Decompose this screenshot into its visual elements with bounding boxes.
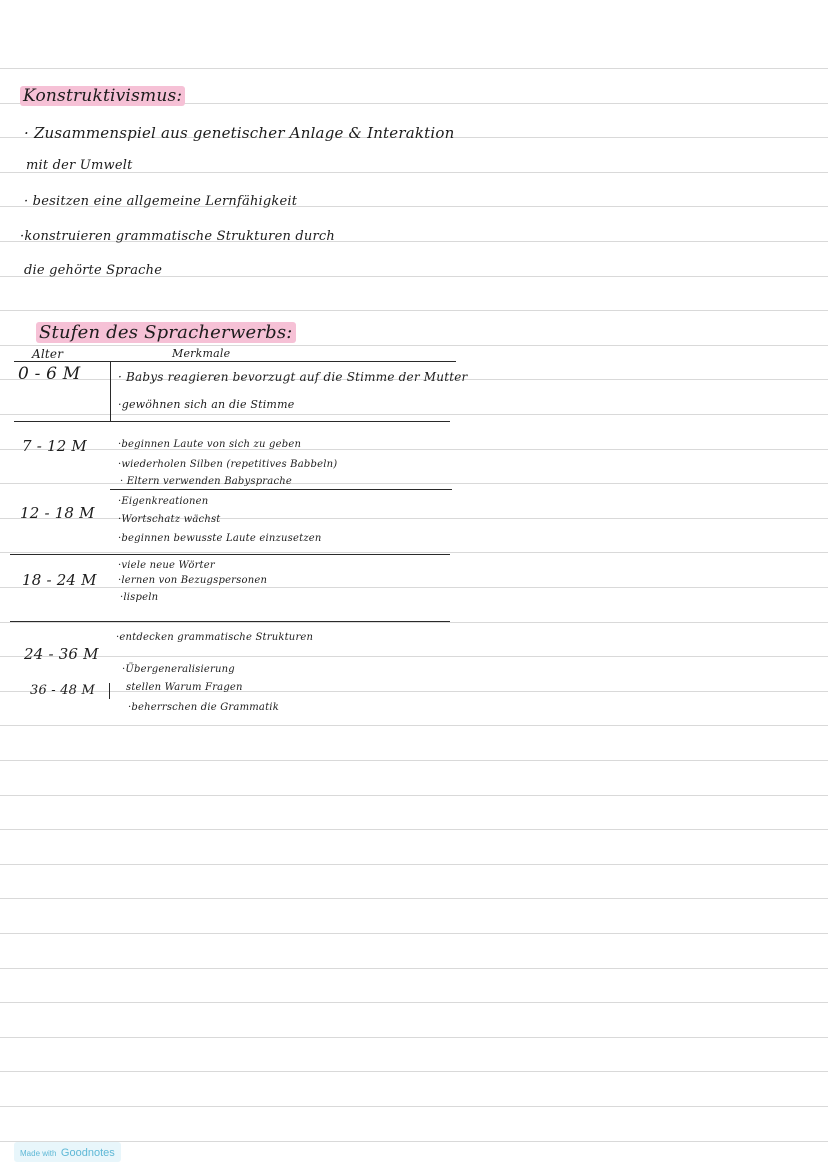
section-title-stufen <box>36 322 296 343</box>
bullet-text: besitzen eine allgemeine Lernfähigkeit <box>32 194 298 209</box>
ruled-line <box>0 1141 828 1142</box>
row-age-7-12m: 7 - 12 M <box>22 437 87 455</box>
ruled-line <box>0 864 828 865</box>
title-highlight: Konstruktivismus: <box>20 86 185 106</box>
bullet-text: konstruieren grammatische Strukturen durch <box>24 229 335 244</box>
ruled-line <box>0 622 828 623</box>
bullet-3: ·konstruieren grammatische Strukturen durch <box>20 229 335 244</box>
row-feature: ·viele neue Wörter <box>118 560 215 571</box>
row-feature: ·Wortschatz wächst <box>118 514 221 525</box>
row-age-36-48m: 36 - 48 M <box>30 683 95 698</box>
bullet-text: Zusammenspiel aus genetischer Anlage & Interaktion <box>33 124 455 142</box>
ruled-line <box>0 656 828 657</box>
ruled-line <box>0 1106 828 1107</box>
ruled-line <box>0 310 828 311</box>
row-feature: · Babys reagieren bevorzugt auf die Stimme der Mutter <box>118 370 468 384</box>
made-with-label: Made with <box>20 1149 57 1158</box>
row-feature: ·wiederholen Silben (repetitives Babbeln) <box>118 459 338 470</box>
ruled-line <box>0 760 828 761</box>
row-age-18-24m: 18 - 24 M <box>22 571 97 589</box>
table-header-line <box>14 361 456 362</box>
table-row-divider <box>10 621 450 622</box>
goodnotes-badge <box>14 1142 121 1162</box>
ruled-line <box>0 587 828 588</box>
bullet-2: · besitzen eine allgemeine Lernfähigkeit <box>24 194 298 209</box>
row-feature: ·Übergeneralisierung <box>122 664 235 675</box>
ruled-line <box>0 829 828 830</box>
ruled-line <box>0 1002 828 1003</box>
table-row-divider <box>14 421 450 422</box>
bullet-text: die gehörte Sprache <box>24 263 163 278</box>
goodnotes-brand-label: Goodnotes <box>60 1147 115 1159</box>
column-header-age: Alter <box>32 347 64 361</box>
row-feature: ·lispeln <box>120 592 159 603</box>
row-feature: ·lernen von Bezugspersonen <box>118 575 268 586</box>
bullet-3-continuation <box>24 263 162 278</box>
bullet-1-continuation <box>26 158 133 173</box>
table-row-divider <box>110 489 452 490</box>
ruled-line <box>0 968 828 969</box>
ruled-line <box>0 898 828 899</box>
row-feature: stellen Warum Fragen <box>126 682 243 693</box>
ruled-line <box>0 725 828 726</box>
ruled-line <box>0 691 828 692</box>
bullet-text: mit der Umwelt <box>26 158 133 173</box>
row-feature: ·beginnen bewusste Laute einzusetzen <box>118 533 322 544</box>
row-feature: · Eltern verwenden Babysprache <box>120 476 292 487</box>
ruled-line <box>0 1071 828 1072</box>
ruled-line <box>0 414 828 415</box>
row-feature: ·beginnen Laute von sich zu geben <box>118 439 302 450</box>
table-row-divider <box>10 554 450 555</box>
row-feature: ·gewöhnen sich an die Stimme <box>118 398 295 411</box>
ruled-line <box>0 68 828 69</box>
row-age-0-6m: 0 - 6 M <box>18 364 81 384</box>
row-feature: ·beherrschen die Grammatik <box>128 702 279 713</box>
ruled-line <box>0 1037 828 1038</box>
bullet-1: · Zusammenspiel aus genetischer Anlage & Interaktion <box>24 124 455 142</box>
section-title-konstruktivismus <box>20 86 185 106</box>
row-feature: ·entdecken grammatische Strukturen <box>116 632 314 643</box>
table-column-divider <box>110 361 111 421</box>
table-column-divider <box>109 683 110 699</box>
title-highlight: Stufen des Spracherwerbs: <box>36 322 296 343</box>
ruled-line <box>0 933 828 934</box>
ruled-line <box>0 552 828 553</box>
column-header-features: Merkmale <box>172 347 231 360</box>
row-age-24-36m: 24 - 36 M <box>24 645 99 663</box>
row-feature: ·Eigenkreationen <box>118 496 209 507</box>
row-age-12-18m: 12 - 18 M <box>20 504 95 522</box>
ruled-line <box>0 345 828 346</box>
ruled-line <box>0 795 828 796</box>
